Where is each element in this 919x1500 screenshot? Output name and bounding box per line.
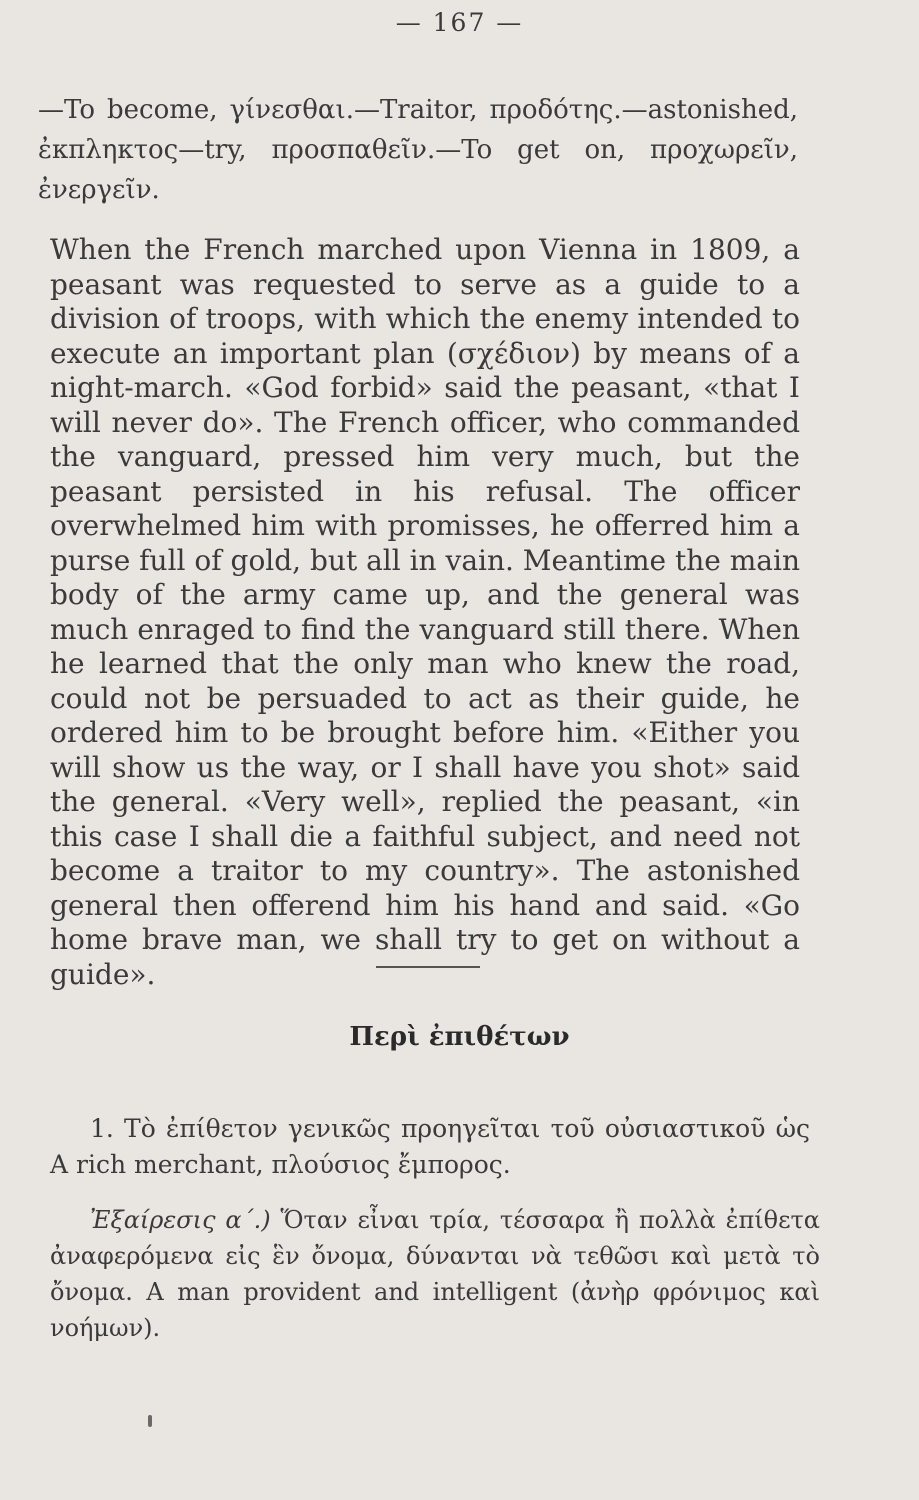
section-divider — [376, 966, 480, 968]
story-paragraph: When the French marched upon Vienna in 1809, a peasant was requested to serve as a guide to a division of troops, with which the enemy intended to execute an important plan (σχέδιον) by means of a night-march. «God forbid» said the peasant, «that I will never do». The French officer, who commanded the vanguard, pressed him very much, but the peasant persisted in his refusal. The officer overwhelmed him with promisses, he offerred him a purse full of gold, but all in vain. Meantime the main body of the army came up, and the general was much enraged to find the vanguard still there. When he learned that the only man who knew the road, could not be persuaded to act as their guide, he ordered him to be brought before him. «Either you will show us the way, or I shall have you shot» said the general. «Very well», replied the peasant, «in this case I shall die a faithful subject, and need not become a traitor to my country». The astonished general then offerend him his hand and said. «Go home brave man, we shall try to get on without a guide». — [50, 233, 800, 991]
section-title: Περὶ ἐπιθέτων — [349, 1022, 570, 1052]
exception-label: Ἐξαίρεσις α΄.) — [90, 1206, 271, 1234]
grammar-rule-1: 1. Τὸ ἐπίθετον γενικῶς προηγεῖται τοῦ οὐσιαστικοῦ ὡς A rich merchant, πλούσιος ἔμπορος. — [50, 1114, 810, 1179]
ink-mark — [148, 1415, 152, 1427]
exception-text: Ὅταν εἶναι τρία, τέσσαρα ἢ πολλὰ ἐπίθετα ἀναφερόμενα εἰς ἓν ὄνομα, δύνανται νὰ τεθῶσι καὶ μετὰ τὸ ὄνομα. A man provident and intelligent (ἀνὴρ φρόνιμος καὶ νοήμων). — [50, 1206, 820, 1342]
vocabulary-list: —To become, γίνεσθαι.—Traitor, προδότης.—astonished, ἐκπληκτος—try, προσπαθεῖν.—To get on, προχωρεῖν, ἐνεργεῖν. — [38, 95, 798, 205]
grammar-exception — [50, 1202, 820, 1346]
page-number: — 167 — — [395, 8, 524, 37]
